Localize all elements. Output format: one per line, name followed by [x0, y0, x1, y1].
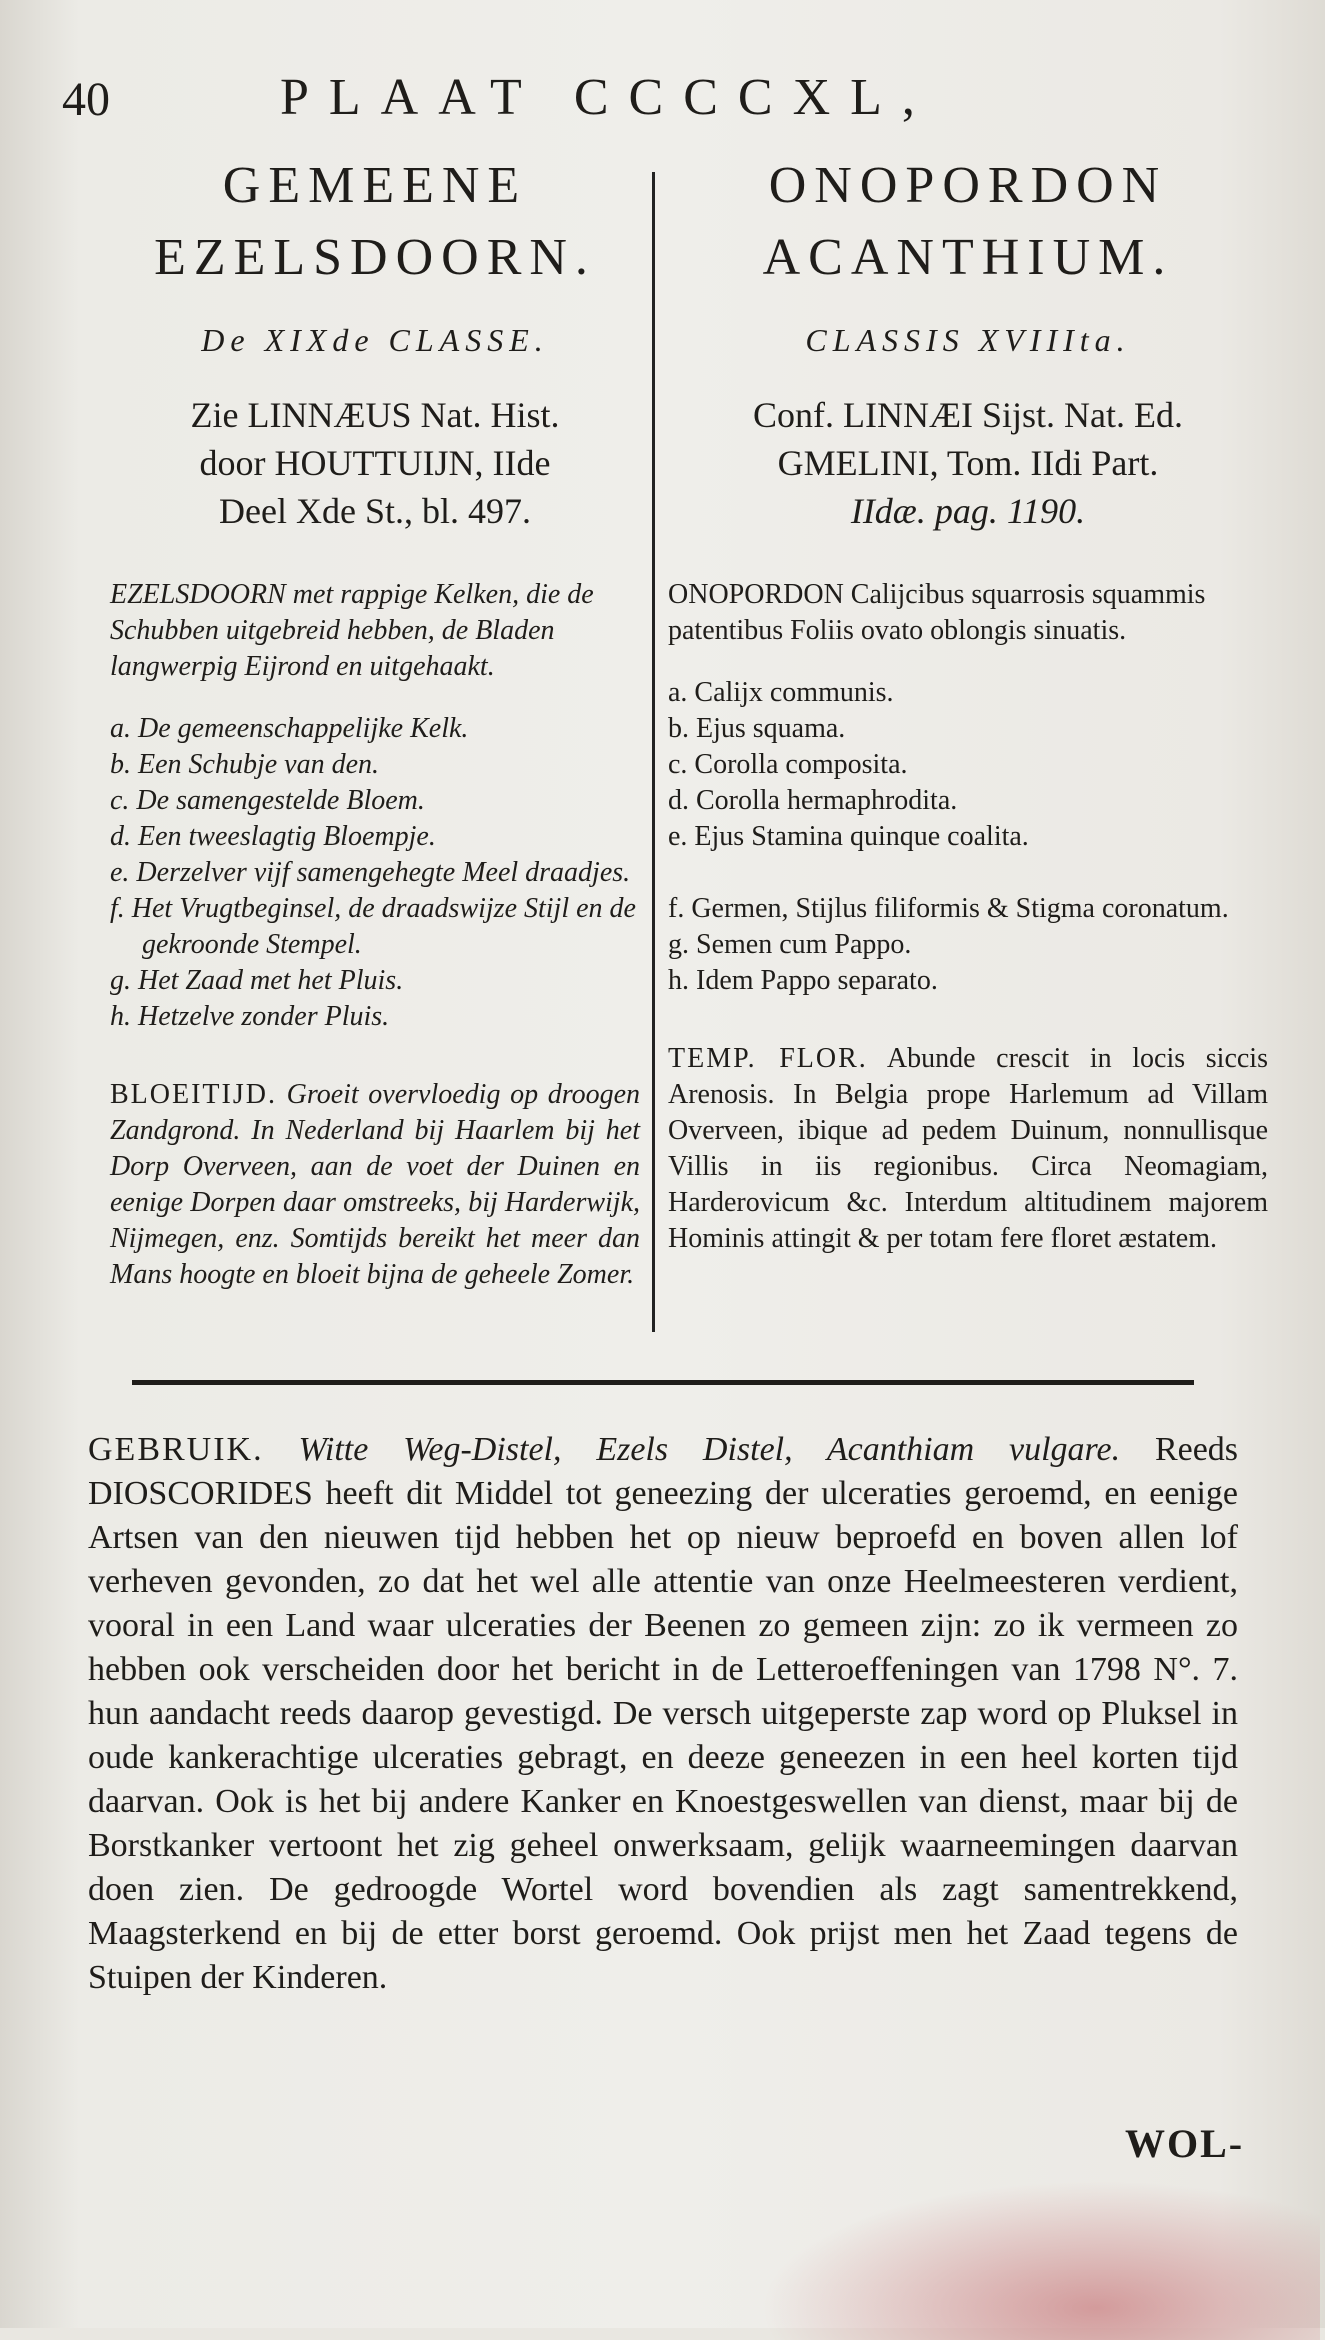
- legend-item: a. De gemeenschappelijke Kelk.: [110, 713, 469, 744]
- dutch-reference: [110, 391, 640, 535]
- legend-item: c. Corolla composita.: [668, 749, 908, 780]
- dutch-description: EZELSDOORN met rappige Kelken, die de Schubben uitgebreid hebben, de Bladen langwerpig Eijrond en uitgehaakt.: [110, 579, 594, 682]
- gebruik-section: [88, 1428, 1238, 2000]
- legend-item: b. Een Schubje van den.: [110, 749, 380, 780]
- bloeitijd-text: Groeit overvloedig op droogen Zandgrond. In Nederland bij Haarlem bij het Dorp Overveen, aan de voet der Duinen en eenige Dorpen daar omstreeks, bij Harderwijk, Nijmegen, enz. Somtijds bereikt het meer dan Mans hoogte en bloeit bijna de geheele Zomer.: [110, 1079, 640, 1290]
- bloeitijd-label: BLOEITIJD.: [110, 1079, 277, 1110]
- legend-item: a. Calijx communis.: [668, 677, 894, 708]
- gebruik-names: Witte Weg-Distel, Ezels Distel, Acanthiam vulgare.: [298, 1431, 1121, 1468]
- legend-item: f. Germen, Stijlus filiformis & Stigma coronatum.: [668, 893, 1229, 924]
- dutch-column: [110, 150, 640, 1293]
- latin-ref-line3: IIdæ. pag. 1190.: [850, 491, 1086, 531]
- legend-item: g. Het Zaad met het Pluis.: [110, 965, 404, 996]
- legend-item: d. Een tweeslagtig Bloempje.: [110, 821, 436, 852]
- latin-figure-legend-a-e: [668, 675, 1268, 855]
- legend-item: d. Corolla hermaphrodita.: [668, 785, 958, 816]
- gebruik-label: GEBRUIK.: [88, 1431, 264, 1468]
- legend-item: e. Ejus Stamina quinque coalita.: [668, 821, 1029, 852]
- dutch-ref-line3: Deel Xde St., bl. 497.: [219, 491, 531, 531]
- plate-title: PLAAT CCCCXL,: [280, 69, 935, 126]
- dutch-figure-legend: [110, 711, 640, 1035]
- latin-column: [668, 150, 1268, 1257]
- latin-title-line1: ONOPORDON: [768, 157, 1168, 214]
- section-rule: [132, 1380, 1194, 1385]
- legend-item: b. Ejus squama.: [668, 713, 846, 744]
- latin-temp-flor: [668, 1041, 1268, 1257]
- legend-gap: [668, 855, 1268, 891]
- dutch-ref-line1: Zie LINNÆUS Nat. Hist.: [190, 395, 560, 435]
- legend-item: h. Hetzelve zonder Pluis.: [110, 1001, 390, 1032]
- legend-item: g. Semen cum Pappo.: [668, 929, 912, 960]
- catchword: WOL-: [1125, 2121, 1245, 2166]
- gebruik-text: Reeds DIOSCORIDES heeft dit Middel tot geneezing der ulceraties geroemd, en eenige Artsen van den nieuwen tijd hebben het op nieuw beproefd en boven allen lof verheven gevonden, zo dat het wel alle attentie van onze Heelmeesteren verdient, vooral in een Land waar ulceraties der Beenen zo gemeen zijn: zo ik vermeen zo hebben ook verscheiden door het bericht in de Letteroeffeningen van 1798 N°. 7. hun aandacht reeds daarop gevestigd. De versch uitgeperste zap word op Pluksel in oude kankerachtige ulceraties gebragt, en deeze geneezen in een heel korten tijd daarvan. Ook is het bij andere Kanker en Knoestgeswellen van dienst, maar bij de Borstkanker vertoont het zig geheel onwerksaam, gelijk waarneemingen daarvan doen zien. De gedroogde Wortel word bovendien als zagt samentrekkend, Maagsterkend en bij de etter borst geroemd. Ook prijst men het Zaad tegens de Stuipen der Kinderen.: [88, 1431, 1239, 1996]
- column-divider: [652, 172, 655, 1332]
- latin-ref-line1: Conf. LINNÆI Sijst. Nat. Ed.: [753, 395, 1183, 435]
- latin-description: ONOPORDON Calijcibus squarrosis squammis patentibus Foliis ovato oblongis sinuatis.: [668, 579, 1206, 646]
- dutch-ref-line2: door HOUTTUIJN, IIde: [199, 443, 551, 483]
- legend-item: f. Het Vrugtbeginsel, de draadswijze Stijl en de gekroonde Stempel.: [110, 893, 636, 960]
- latin-reference: [668, 391, 1268, 535]
- finger-smudge: [760, 2180, 1320, 2340]
- dutch-title-line2: EZELSDOORN.: [154, 229, 596, 286]
- latin-title-line2: ACANTHIUM.: [762, 229, 1174, 286]
- legend-item: c. De samengestelde Bloem.: [110, 785, 425, 816]
- latin-ref-line2: GMELINI, Tom. IIdi Part.: [777, 443, 1159, 483]
- temp-flor-text: Abunde crescit in locis siccis Arenosis. In Belgia prope Harlemum ad Villam Overveen, ibique ad pedem Duinum, nonnullisque Villis in iis regionibus. Circa Neomagiam, Harderovicum &c. Interdum altitudinem majorem Hominis attingit & per totam fere floret æstatem.: [668, 1043, 1268, 1254]
- legend-item: h. Idem Pappo separato.: [668, 965, 938, 996]
- dutch-bloeitijd: [110, 1077, 640, 1293]
- dutch-classe: De XIXde CLASSE.: [201, 322, 549, 358]
- latin-classis: CLASSIS XVIIIta.: [805, 322, 1131, 358]
- legend-item: e. Derzelver vijf samengehegte Meel draadjes.: [110, 857, 631, 888]
- latin-figure-legend-f-h: [668, 891, 1268, 999]
- page-number: 40: [62, 73, 110, 126]
- dutch-title-line1: GEMEENE: [222, 157, 528, 214]
- temp-flor-label: TEMP. FLOR.: [668, 1043, 868, 1074]
